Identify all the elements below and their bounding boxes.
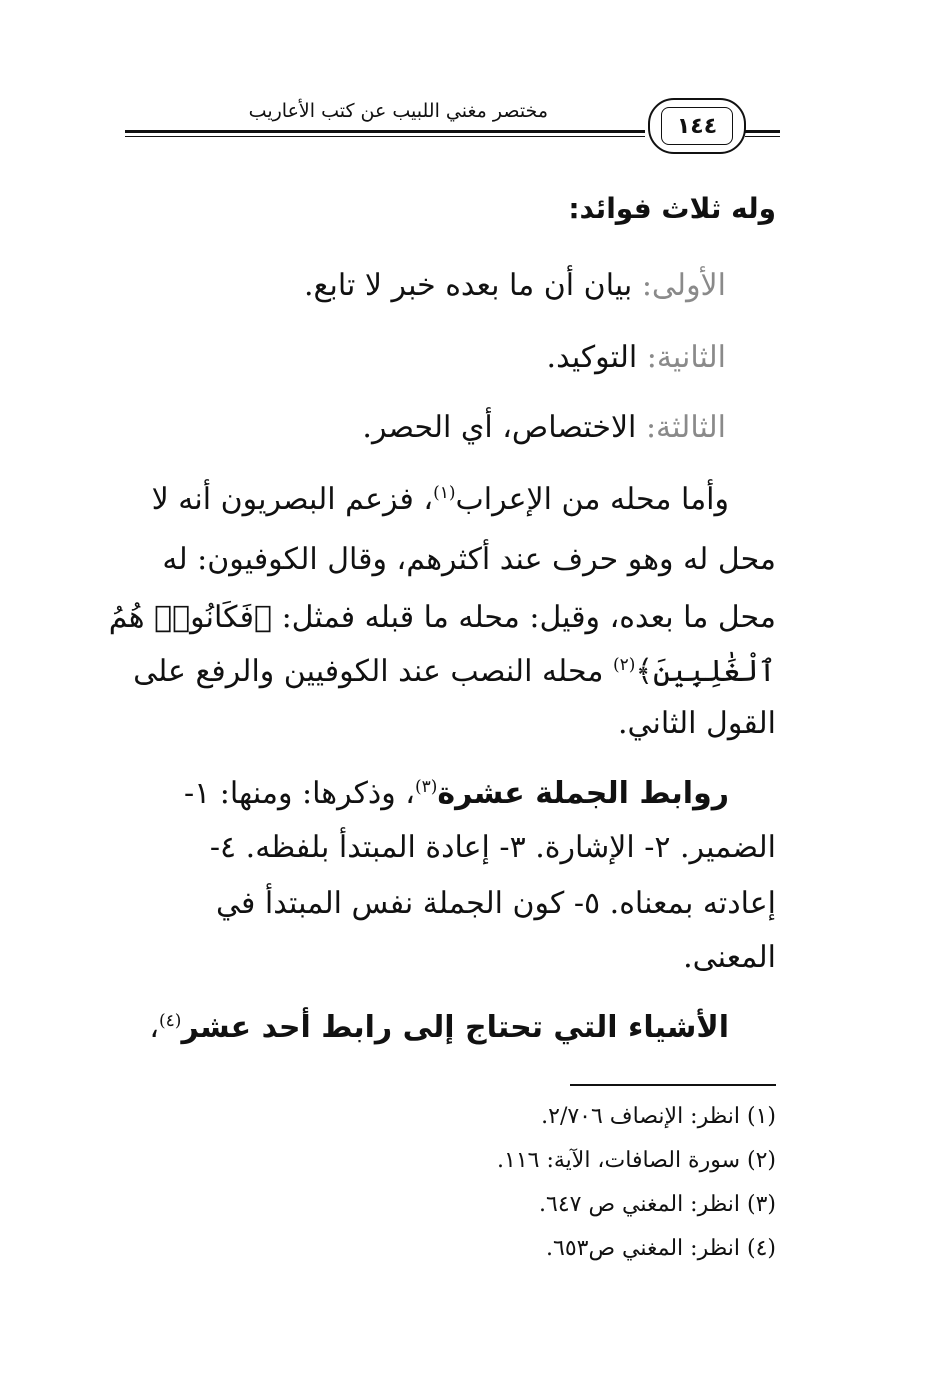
para2-line3: إعادته بمعناه. ٥- كون الجملة نفس المبتدأ في bbox=[216, 886, 776, 921]
footnote-ref: (٣) bbox=[414, 777, 438, 797]
section-heading: روابط الجملة عشرة bbox=[437, 776, 729, 811]
para2-line1 bbox=[184, 776, 729, 812]
para1-line4 bbox=[133, 654, 776, 690]
benefit-label: الأولى: bbox=[641, 268, 726, 303]
footnote-ref: (٢) bbox=[612, 655, 636, 675]
quran-quote: ٱلْغَٰلِبِينَ﴾ bbox=[635, 654, 776, 689]
benefit-third bbox=[362, 410, 726, 446]
text-span: محل ما بعده، وقيل: محله ما قبله فمثل: bbox=[281, 600, 776, 635]
header-rule-right bbox=[745, 130, 780, 133]
benefits-heading: وله ثلاث فوائد: bbox=[568, 192, 776, 225]
page-number: ١٤٤ bbox=[661, 107, 733, 145]
quran-quote: ﴿فَكَانُوا۟ هُمُ bbox=[108, 600, 273, 635]
para1-line2: محل له وهو حرف عند أكثرهم، وقال الكوفيون: له bbox=[162, 542, 776, 577]
text-span: محله النصب عند الكوفيين والرفع على bbox=[133, 654, 604, 689]
footnote-ref: (٤) bbox=[159, 1011, 182, 1031]
para3-heading-line bbox=[149, 1010, 729, 1046]
benefit-text: بيان أن ما بعده خبر لا تابع. bbox=[304, 268, 633, 303]
benefit-first bbox=[304, 268, 726, 304]
para2-line4: المعنى. bbox=[683, 940, 776, 975]
header-rule-thin bbox=[125, 136, 645, 137]
benefit-label: الثالثة: bbox=[645, 410, 726, 445]
benefit-label: الثانية: bbox=[646, 340, 726, 375]
running-title: مختصر مغني اللبيب عن كتب الأعاريب bbox=[248, 100, 548, 122]
footnote-3: (٣) انظر: المغني ص ٦٤٧. bbox=[539, 1192, 776, 1217]
text-span: وأما محله من الإعراب bbox=[455, 482, 729, 517]
footnote-2: (٢) سورة الصافات، الآية: ١١٦. bbox=[497, 1148, 776, 1173]
para2-line2: الضمير. ٢- الإشارة. ٣- إعادة المبتدأ بلفظه. ٤- bbox=[209, 830, 776, 865]
footnote-separator bbox=[570, 1084, 776, 1086]
text-span: ، bbox=[149, 1010, 160, 1045]
para1-line5: القول الثاني. bbox=[617, 706, 776, 741]
text-span: ، فزعم البصريون أنه لا bbox=[151, 482, 434, 517]
footnote-ref: (١) bbox=[433, 483, 456, 503]
footnote-4: (٤) انظر: المغني ص٦٥٣. bbox=[546, 1236, 776, 1261]
page-number-ornament bbox=[648, 98, 746, 154]
page-header bbox=[125, 92, 780, 164]
para1-line1 bbox=[152, 482, 729, 518]
benefit-text: الاختصاص، أي الحصر. bbox=[362, 410, 637, 445]
para1-line3 bbox=[109, 600, 776, 636]
text-span: ، وذكرها: ومنها: ١- bbox=[183, 776, 415, 811]
section-heading: الأشياء التي تحتاج إلى رابط أحد عشر bbox=[181, 1010, 729, 1045]
benefit-second bbox=[547, 340, 726, 376]
footnote-1: (١) انظر: الإنصاف ٢/٧٠٦. bbox=[541, 1104, 776, 1129]
header-rule bbox=[125, 130, 645, 133]
benefit-text: التوكيد. bbox=[546, 340, 638, 375]
header-rule-right-thin bbox=[745, 136, 780, 137]
